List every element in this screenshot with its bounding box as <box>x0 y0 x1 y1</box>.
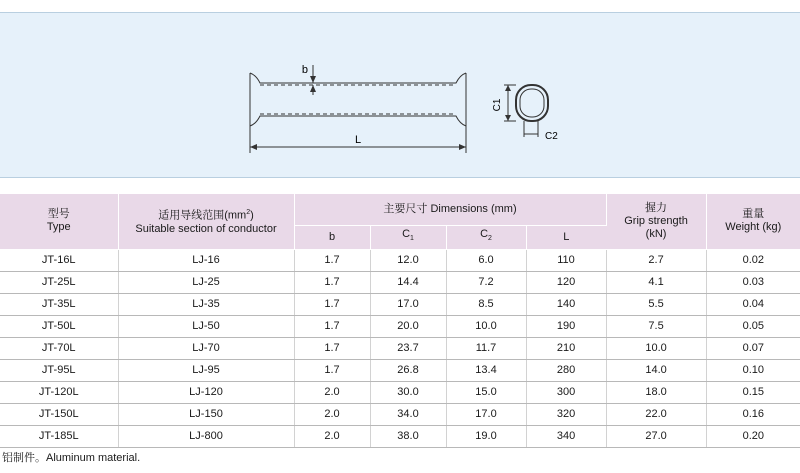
cell-c2: 8.5 <box>446 293 526 315</box>
cell-c2: 19.0 <box>446 425 526 447</box>
cell-c2: 10.0 <box>446 315 526 337</box>
cell-c2: 11.7 <box>446 337 526 359</box>
header-weight: 重量 Weight (kg) <box>706 194 800 249</box>
cell-c1: 38.0 <box>370 425 446 447</box>
cell-type: JT-70L <box>0 337 118 359</box>
L-arrow-left <box>250 144 257 150</box>
cell-type: JT-185L <box>0 425 118 447</box>
cell-weight: 0.16 <box>706 403 800 425</box>
label-C2: C2 <box>545 131 558 142</box>
tube-top-outline <box>250 73 466 83</box>
table-row <box>0 381 800 403</box>
cell-c2: 6.0 <box>446 249 526 271</box>
cell-L: 300 <box>526 381 606 403</box>
cell-weight: 0.10 <box>706 359 800 381</box>
label-C1: C1 <box>492 98 503 112</box>
cell-c1: 34.0 <box>370 403 446 425</box>
cell-b: 2.0 <box>294 425 370 447</box>
spec-table <box>0 194 800 448</box>
cell-section: LJ-95 <box>118 359 294 381</box>
section-outer <box>516 85 548 121</box>
cell-L: 210 <box>526 337 606 359</box>
table-row <box>0 403 800 425</box>
cell-weight: 0.20 <box>706 425 800 447</box>
cell-type: JT-50L <box>0 315 118 337</box>
cell-weight: 0.15 <box>706 381 800 403</box>
cell-weight: 0.03 <box>706 271 800 293</box>
cell-c1: 12.0 <box>370 249 446 271</box>
header-grip: 握力 Grip strength (kN) <box>606 194 706 249</box>
section-inner <box>520 89 544 117</box>
tube-bottom-outline <box>250 116 466 126</box>
cell-c2: 13.4 <box>446 359 526 381</box>
b-arrow-bottom <box>310 85 316 92</box>
cell-b: 1.7 <box>294 271 370 293</box>
cell-c2: 7.2 <box>446 271 526 293</box>
cell-weight: 0.04 <box>706 293 800 315</box>
cell-weight: 0.07 <box>706 337 800 359</box>
cell-c1: 14.4 <box>370 271 446 293</box>
footnote: 铝制件。Aluminum material. <box>2 452 141 464</box>
table-row <box>0 271 800 293</box>
cell-L: 190 <box>526 315 606 337</box>
cell-grip: 27.0 <box>606 425 706 447</box>
table-row <box>0 337 800 359</box>
cell-grip: 22.0 <box>606 403 706 425</box>
cell-section: LJ-50 <box>118 315 294 337</box>
cell-section: LJ-70 <box>118 337 294 359</box>
cell-c1: 30.0 <box>370 381 446 403</box>
cell-grip: 4.1 <box>606 271 706 293</box>
cell-b: 2.0 <box>294 381 370 403</box>
cell-b: 1.7 <box>294 337 370 359</box>
table-row <box>0 249 800 271</box>
cell-L: 340 <box>526 425 606 447</box>
cell-c1: 17.0 <box>370 293 446 315</box>
cell-b: 1.7 <box>294 359 370 381</box>
cell-type: JT-150L <box>0 403 118 425</box>
table-row <box>0 293 800 315</box>
cell-section: LJ-800 <box>118 425 294 447</box>
b-arrow-top <box>310 76 316 83</box>
header-dimensions: 主要尺寸 Dimensions (mm) <box>294 194 606 225</box>
cell-L: 280 <box>526 359 606 381</box>
cell-b: 1.7 <box>294 249 370 271</box>
cell-c1: 20.0 <box>370 315 446 337</box>
sleeve-drawing <box>0 13 800 177</box>
cell-section: LJ-150 <box>118 403 294 425</box>
table-row <box>0 315 800 337</box>
cell-b: 1.7 <box>294 293 370 315</box>
table-row <box>0 359 800 381</box>
L-arrow-right <box>459 144 466 150</box>
cell-grip: 18.0 <box>606 381 706 403</box>
cell-type: JT-16L <box>0 249 118 271</box>
cell-c1: 23.7 <box>370 337 446 359</box>
cell-type: JT-25L <box>0 271 118 293</box>
cell-L: 140 <box>526 293 606 315</box>
header-section: 适用导线范围$(mm^2)$ Suitable section of conductor <box>118 194 294 249</box>
cell-L: 110 <box>526 249 606 271</box>
cell-L: 120 <box>526 271 606 293</box>
label-b: b <box>301 64 308 76</box>
cell-grip: 7.5 <box>606 315 706 337</box>
cell-c2: 17.0 <box>446 403 526 425</box>
cell-section: LJ-35 <box>118 293 294 315</box>
cell-grip: 14.0 <box>606 359 706 381</box>
cell-type: JT-95L <box>0 359 118 381</box>
table-row <box>0 425 800 447</box>
label-L: L <box>354 134 362 146</box>
header-L: L <box>526 225 606 249</box>
cell-section: LJ-25 <box>118 271 294 293</box>
cell-L: 320 <box>526 403 606 425</box>
header-c2: $C_2$ <box>446 225 526 249</box>
cell-c1: 26.8 <box>370 359 446 381</box>
cell-grip: 10.0 <box>606 337 706 359</box>
c1-arrow-top <box>505 85 511 91</box>
cell-weight: 0.05 <box>706 315 800 337</box>
cell-section: LJ-16 <box>118 249 294 271</box>
cell-grip: 5.5 <box>606 293 706 315</box>
header-b: b <box>294 225 370 249</box>
c1-arrow-bottom <box>505 115 511 121</box>
cell-type: JT-120L <box>0 381 118 403</box>
header-type: 型号 Type <box>0 194 118 249</box>
cell-type: JT-35L <box>0 293 118 315</box>
header-c1: $C_1$ <box>370 225 446 249</box>
cell-c2: 15.0 <box>446 381 526 403</box>
cell-b: 2.0 <box>294 403 370 425</box>
cell-grip: 2.7 <box>606 249 706 271</box>
cell-section: LJ-120 <box>118 381 294 403</box>
cell-weight: 0.02 <box>706 249 800 271</box>
cell-b: 1.7 <box>294 315 370 337</box>
diagram-panel <box>0 12 800 178</box>
